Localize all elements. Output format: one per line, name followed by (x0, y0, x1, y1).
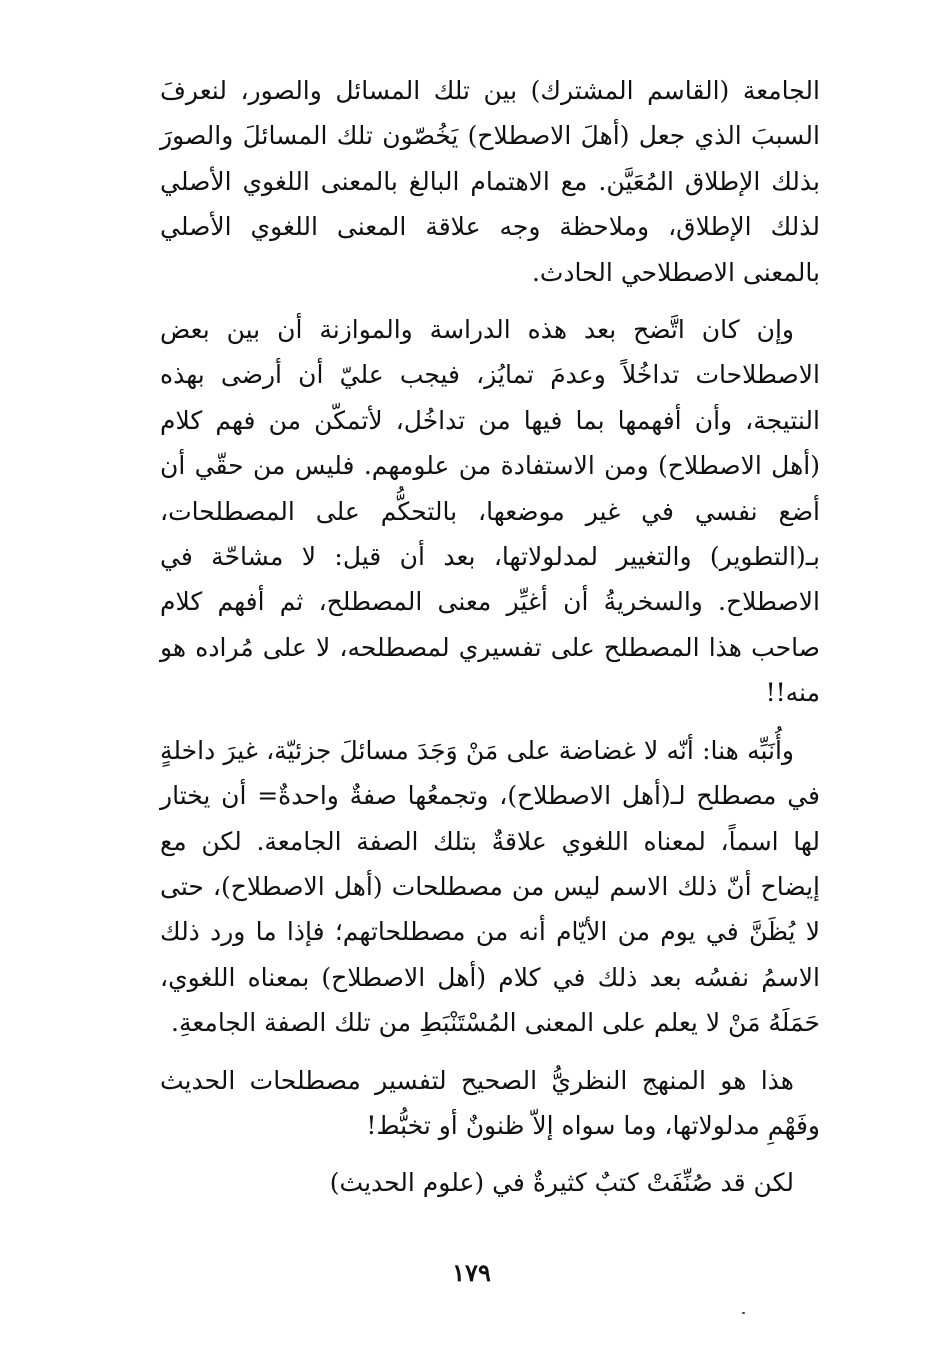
body-text (160, 68, 820, 1218)
paragraph-2: وإن كان اتَّضح بعد هذه الدراسة والموازنة أن بين بعض الاصطلاحات تداخُلاً وعدمَ تمايُز، فيجب عليّ أن أرضى بهذه النتيجة، وأن أفهمها بما فيها من تداخُل، لأتمكّن من فهم كلام (أهل الاصطلاح) ومن الاستفادة من علومهم. فليس من حقّي أن أضع نفسي في غير موضعها، بالتحكُّم على المصطلحات، بـ(التطوير) والتغيير لمدلولاتها، بعد أن قيل: لا مشاحّة في الاصطلاح. والسخريةُ أن أغيِّر معنى المصطلح، ثم أفهم كلام صاحب هذا المصطلح على تفسيري لمصطلحه، لا على مُراده هو منه!! (160, 315, 820, 708)
page-number: ١٧٩ (452, 1258, 491, 1287)
paragraph-4: هذا هو المنهج النظريُّ الصحيح لتفسير مصطلحات الحديث وفَهْمِ مدلولاتها، وما سواه إلاّ ظنونٌ أو تخبُّط! (160, 1065, 820, 1140)
paragraph-1: الجامعة (القاسم المشترك) بين تلك المسائل والصور، لنعرفَ السببَ الذي جعل (أهلَ الاصطلاح) يَخُصّون تلك المسائلَ والصورَ بذلك الإطلاق المُعَيَّن. مع الاهتمام البالغ بالمعنى اللغوي الأصلي لذلك الإطلاق، وملاحظة وجه علاقة المعنى اللغوي الأصلي بالمعنى الاصطلاحي الحادث. (160, 76, 820, 287)
paragraph-3: وأُنَبِّه هنا: أنّه لا غضاضة على مَنْ وَجَدَ مسائلَ جزئيّة، غيرَ داخلةٍ في مصطلح لـ(أهل الاصطلاح)، وتجمعُها صفةٌ واحدةٌ= أن يختار لها اسماً، لمعناه اللغوي علاقةٌ بتلك الصفة الجامعة. لكن مع إيضاح أنّ ذلك الاسم ليس من مصطلحات (أهل الاصطلاح)، حتى لا يُظَنَّ في يوم من الأيّام أنه من مصطلحاتهم؛ فإذا ما ورد ذلك الاسمُ نفسُه بعد ذلك في كلام (أهل الاصطلاح) بمعناه اللغوي، حَمَلَهُ مَنْ لا يعلم على المعنى المُسْتَنْبَطِ من تلك الصفة الجامعةِ. (160, 735, 820, 1038)
paragraph-5: لكن قد صُنِّفَتْ كتبٌ كثيرةٌ في (علوم الحديث) (329, 1168, 794, 1198)
scan-speck-mark (742, 1312, 745, 1314)
